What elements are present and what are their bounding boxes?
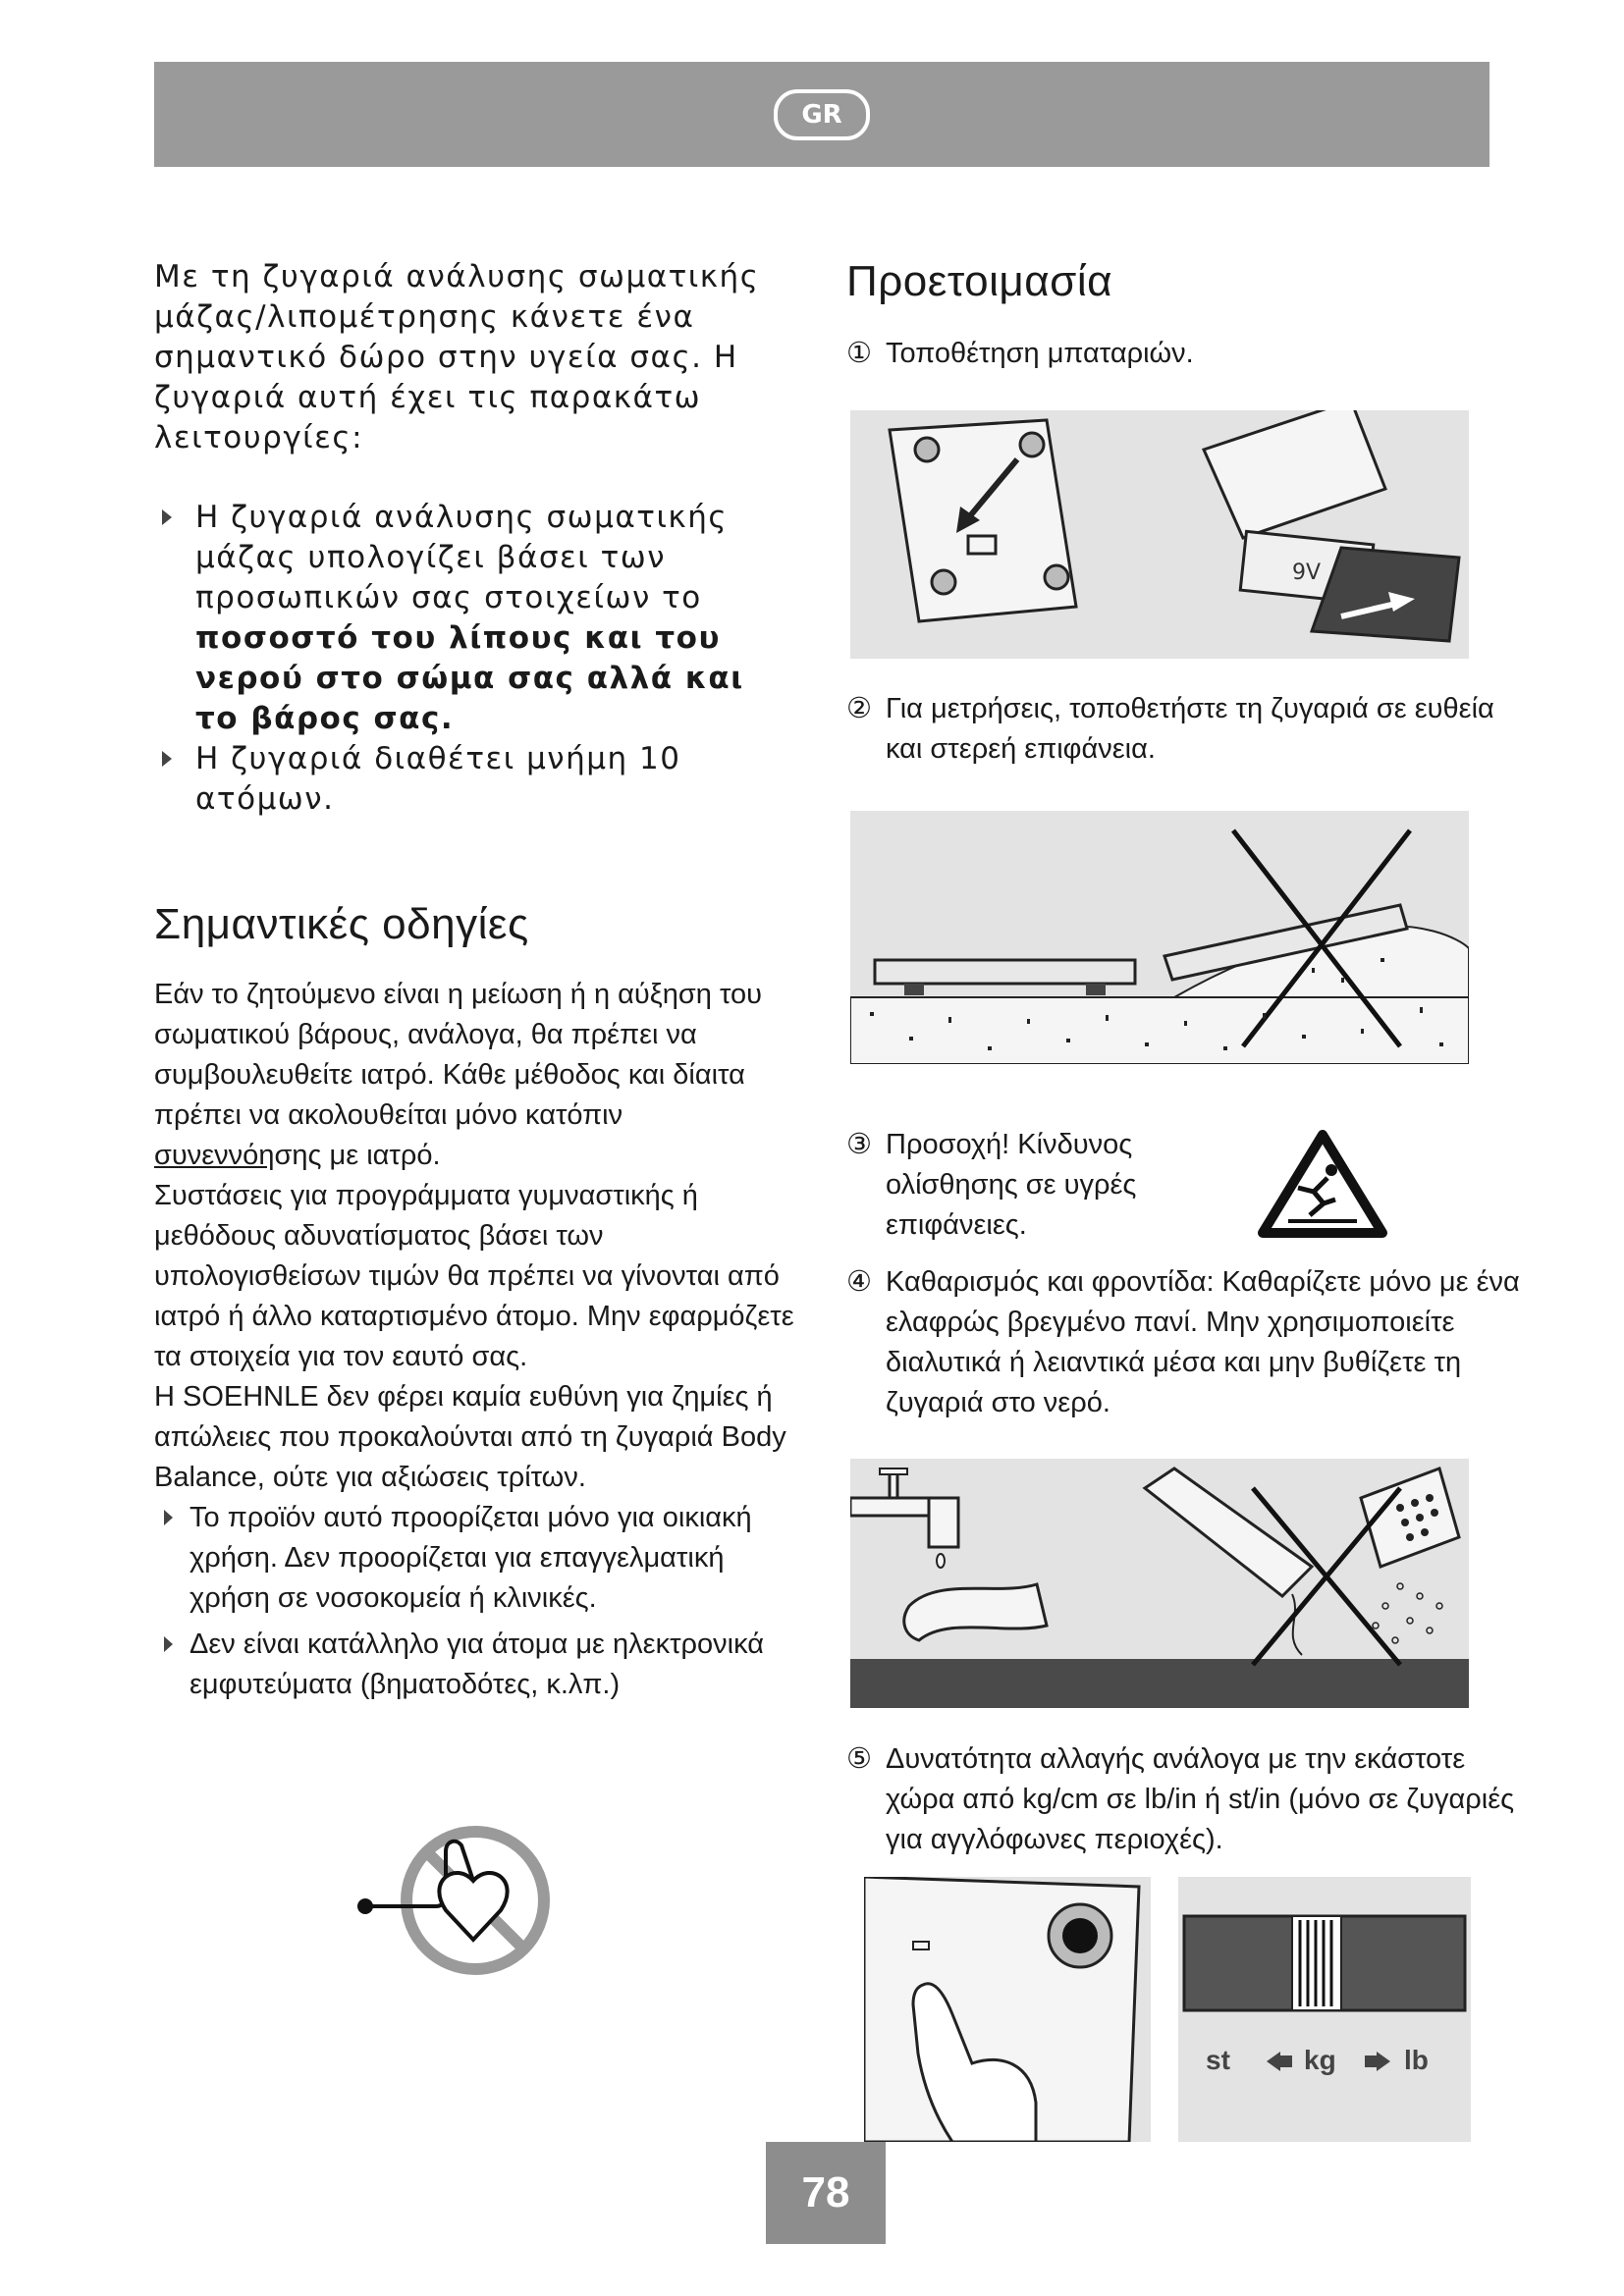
- step-4: [846, 1262, 1524, 1423]
- step-text: Προσοχή! Κίνδυνος ολίσθησης σε υγρές επιφάνειες.: [886, 1129, 1137, 1241]
- bullet-arrow-icon: [162, 751, 172, 767]
- no-pacemaker-icon: [357, 1822, 573, 1979]
- header-bar: [154, 62, 1489, 167]
- important-paragraph: Συστάσεις για προγράμματα γυμναστικής ή μεθόδους αδυνατίσματος βάσει των υπολογισθείσων τιμών θα πρέπει να γίνονται από ιατρό ή άλλο καταρτισμένο άτομο. Μην εφαρμόζετε τα στοιχεία για τον εαυτό σας.: [154, 1180, 794, 1372]
- step-text: Τοποθέτηση μπαταριών.: [886, 338, 1194, 369]
- step-number: ①: [846, 338, 872, 369]
- intro-text: Με τη ζυγαριά ανάλυσης σωματικής μάζας/λιπομέτρησης κάνετε ένα σημαντικό δώρο στην υγεία σας. Η ζυγαριά αυτή έχει τις παρακάτω λειτουργίες:: [154, 259, 760, 455]
- feature-text-bold: ποσοστό του λίπους και του νερού στο σώμα σας αλλά και το βάρος σας.: [195, 620, 744, 736]
- step-number: ⑤: [846, 1743, 872, 1775]
- unit-display-illustration: [1178, 1877, 1471, 2142]
- language-badge: GR: [774, 89, 870, 140]
- step-1: [846, 334, 1524, 374]
- important-bullet: [154, 1625, 797, 1705]
- feature-text: Η ζυγαριά ανάλυσης σωματικής μάζας υπολογίζει βάσει των προσωπικών σας στοιχείων το: [195, 500, 729, 615]
- bullet-arrow-icon: [162, 509, 172, 525]
- unit-label-lb: lb: [1404, 2045, 1429, 2075]
- important-bullet-text: Το προϊόν αυτό προορίζεται μόνο για οικιακή χρήση. Δεν προορίζεται για επαγγελματική χρήση σε νοσοκομεία ή κλινικές.: [189, 1502, 752, 1614]
- left-column: [154, 257, 797, 1705]
- step-text: Δυνατότητα αλλαγής ανάλογα με την εκάστοτε χώρα από kg/cm σε lb/in ή st/in (μόνο σε ζυγαριές για αγγλόφωνες περιοχές).: [886, 1743, 1515, 1855]
- unit-label-kg: kg: [1304, 2045, 1336, 2075]
- important-paragraph: Η SOEHNLE δεν φέρει καμία ευθύνη για ζημίες ή απώλειες που προκαλούνται από τη ζυγαριά Body Balance, ούτε για αξιώσεις τρίτων.: [154, 1381, 786, 1493]
- preparation-title: Προετοιμασία: [846, 257, 1113, 305]
- step-text: Για μετρήσεις, τοποθετήστε τη ζυγαριά σε ευθεία και στερεή επιφάνεια.: [886, 693, 1494, 765]
- battery-label: 9V: [1292, 561, 1322, 585]
- important-bullet: [154, 1498, 797, 1619]
- important-text: σης με ιατρό.: [274, 1140, 441, 1171]
- right-column: [846, 257, 1489, 306]
- unit-label-st: st: [1206, 2045, 1230, 2075]
- important-text: Εάν το ζητούμενο είναι η μείωση ή η αύξηση του σωματικού βάρους, ανάλογα, θα πρέπει να συμβουλευθείτε ιατρό. Κάθε μέθοδος και δίαιτα πρέπει να ακολουθείται μόνο κατόπιν: [154, 979, 762, 1131]
- feature-text: Η ζυγαριά διαθέτει μνήμη 10 ατόμων.: [195, 741, 681, 817]
- underlined-text: συνεννόη: [154, 1140, 275, 1171]
- step-2: [846, 689, 1524, 770]
- important-body: [154, 975, 797, 1705]
- step-number: ③: [846, 1129, 872, 1160]
- level-surface-illustration: [850, 811, 1469, 1064]
- step-text: Καθαρισμός και φροντίδα: Καθαρίζετε μόνο με ένα ελαφρώς βρεγμένο πανί. Μην χρησιμοποιείτε διαλυτικά ή λειαντικά μέσα και μην βυθίζετε τη ζυγαριά στο νερό.: [886, 1266, 1520, 1418]
- feature-item: [154, 498, 797, 739]
- step-3: [846, 1125, 1219, 1246]
- page-number: 78: [766, 2142, 886, 2244]
- feature-item: [154, 739, 797, 820]
- bullet-arrow-icon: [164, 1636, 173, 1652]
- step-number: ④: [846, 1266, 872, 1298]
- battery-insertion-illustration: [850, 410, 1469, 659]
- step-number: ②: [846, 693, 872, 724]
- slippery-warning-icon: [1255, 1127, 1390, 1241]
- unit-switch-illustration: [864, 1877, 1151, 2142]
- cleaning-illustration: [850, 1459, 1469, 1708]
- bullet-arrow-icon: [164, 1510, 173, 1525]
- important-bullet-text: Δεν είναι κατάλληλο για άτομα με ηλεκτρονικά εμφυτεύματα (βηματοδότες, κ.λπ.): [189, 1629, 765, 1700]
- feature-list: [154, 498, 797, 820]
- important-paragraph: [154, 975, 797, 1176]
- important-title: Σημαντικές οδηγίες: [154, 900, 529, 948]
- important-bullets: [154, 1498, 797, 1705]
- step-5: [846, 1739, 1524, 1860]
